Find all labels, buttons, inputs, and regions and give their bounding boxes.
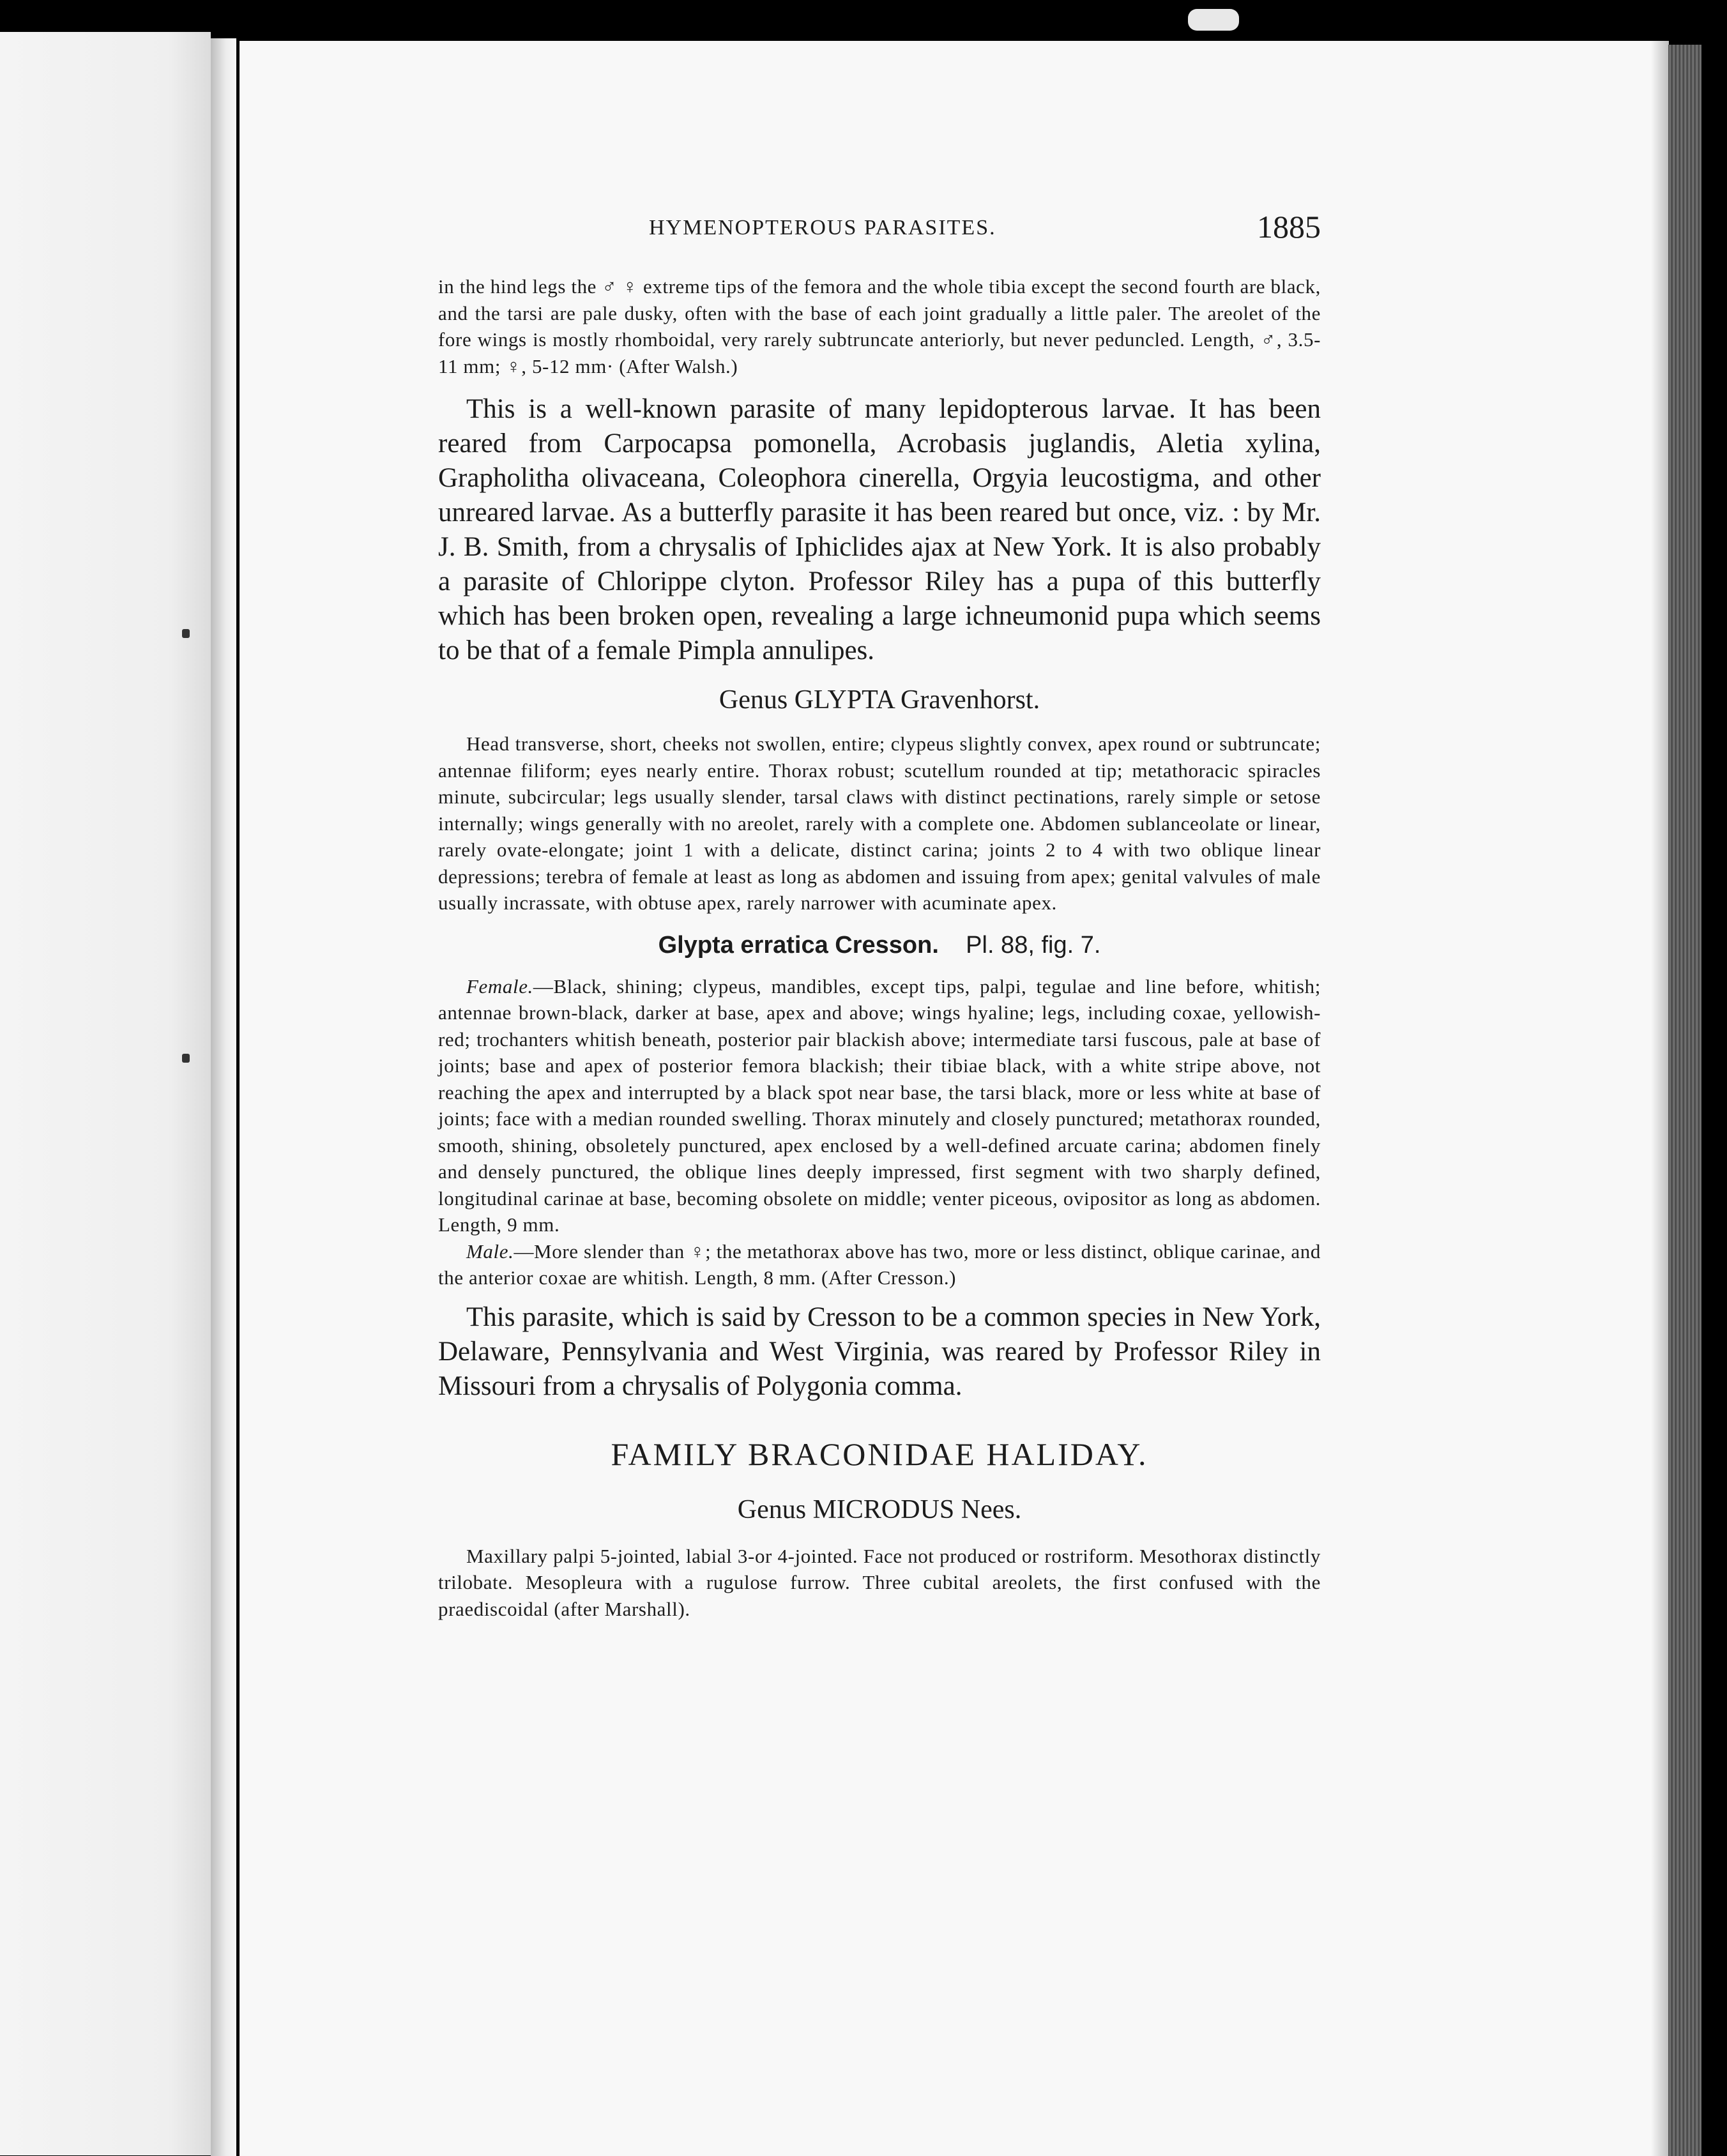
genus-microdus-heading: Genus MICRODUS Nees.: [737, 1494, 1022, 1524]
glypta-paragraph: This parasite, which is said by Cresson to be a common species in New York, Delaware, Pennsylvania and West Virginia, was reared by Professor Riley in Missouri from a chrysalis of Polygonia comma.: [438, 1302, 1321, 1401]
running-head: HYMENOPTEROUS PARASITES.: [649, 216, 996, 239]
male-text: —More slender than ♀; the metathorax above has two, more or less distinct, oblique carinae, and the anterior coxae are whitish. Length, 8 mm. (After Cresson.): [438, 1240, 1321, 1289]
species-name: Glypta erratica Cresson.: [658, 931, 939, 959]
page-content: [438, 211, 1321, 1622]
family-heading: FAMILY BRACONIDAE HALIDAY.: [611, 1436, 1148, 1472]
left-page-edge: [0, 32, 211, 2155]
female-text: —Black, shining; clypeus, mandibles, except tips, palpi, tegulae and line before, whitish; antennae brown-black, darker at base, apex and above; wings hyaline; legs, including coxae, yellowish-red; trochanters whitish beneath, posterior pair blackish above; intermediate tarsi fuscous, pale at base of joints; base and apex of posterior femora blackish; their tibiae black, with a white stripe above, not reaching the apex and interrupted by a black spot near base, the tarsi black, more or less white at base of joints; face with a median rounded swelling. Thorax minutely and closely punctured; metathorax rounded, smooth, shining, obsoletely punctured, apex enclosed by a well-defined arcuate carina; abdomen finely and densely punctured, the oblique lines deeply impressed, first segment with two sharply defined, longitudinal carinae at base, becoming obsolete on middle; venter piceous, ovipositor as long as abdomen. Length, 9 mm.: [438, 975, 1321, 1236]
glypta-description: Head transverse, short, cheeks not swollen, entire; clypeus slightly convex, apex round or subtruncate; antennae filiform; eyes nearly entire. Thorax robust; scutellum rounded at tip; metathoracic spiracles minute, subcircular; legs usually slender, tarsal claws with distinct pectinations, rarely simple or setose internally; wings generally with no areolet, rarely with a complete one. Abdomen sublanceolate or linear, rarely ovate-elongate; joint 1 with a delicate, distinct carina; joints 2 to 4 with two oblique linear depressions; terebra of female at least as long as abdomen and issuing from apex; genital valvules of male usually incrassate, with obtuse apex, rarely narrower with acuminate apex.: [438, 733, 1321, 914]
pimpla-paragraph: This is a well-known parasite of many lepidopterous larvae. It has been reared from Carpocapsa pomonella, Acrobasis juglandis, Aletia xylina, Grapholitha olivaceana, Coleophora cinerella, Orgyia leucostigma, and other unreared larvae. As a butterfly parasite it has been reared but once, viz. : by Mr. J. B. Smith, from a chrysalis of Iphiclides ajax at New York. It is also probably a parasite of Chlorippe clyton. Professor Riley has a pupa of this butterfly which has been broken open, revealing a large ichneumonid pupa which seems to be that of a female Pimpla annulipes.: [438, 394, 1321, 665]
plate-reference: Pl. 88, fig. 7.: [966, 931, 1101, 959]
species-heading: [438, 932, 1321, 959]
margin-mark: [182, 1054, 190, 1063]
male-label: Male.: [466, 1240, 514, 1263]
walsh-description: in the hind legs the ♂ ♀ extreme tips of the femora and the whole tibia except the second fourth are black, and the tarsi are pale dusky, often with the base of each joint gradually a little paler. The areolet of the fore wings is mostly rhomboidal, very rarely subtruncate anteriorly, but never peduncled. Length, ♂, 3.5-11 mm; ♀, 5-12 mm· (After Walsh.): [438, 275, 1321, 377]
margin-mark: [182, 629, 190, 638]
page-number: 1885: [1257, 209, 1321, 245]
book-gutter: [211, 38, 236, 2156]
microdus-description: Maxillary palpi 5-jointed, labial 3-or 4-jointed. Face not produced or rostriform. Mesothorax distinctly trilobate. Mesopleura with a rugulose furrow. Three cubital areolets, the first confused with the praediscoidal (after Marshall).: [438, 1544, 1321, 1620]
male-description: [438, 1238, 1321, 1291]
female-description: [438, 973, 1321, 1238]
binding-clip: [1188, 9, 1239, 31]
page-header: [438, 211, 1321, 262]
genus-glypta-heading: Genus GLYPTA Gravenhorst.: [719, 685, 1040, 715]
page-stack-edge: [1668, 45, 1701, 2156]
page-edge-shadow: [1651, 41, 1670, 2156]
female-label: Female.: [466, 975, 533, 998]
